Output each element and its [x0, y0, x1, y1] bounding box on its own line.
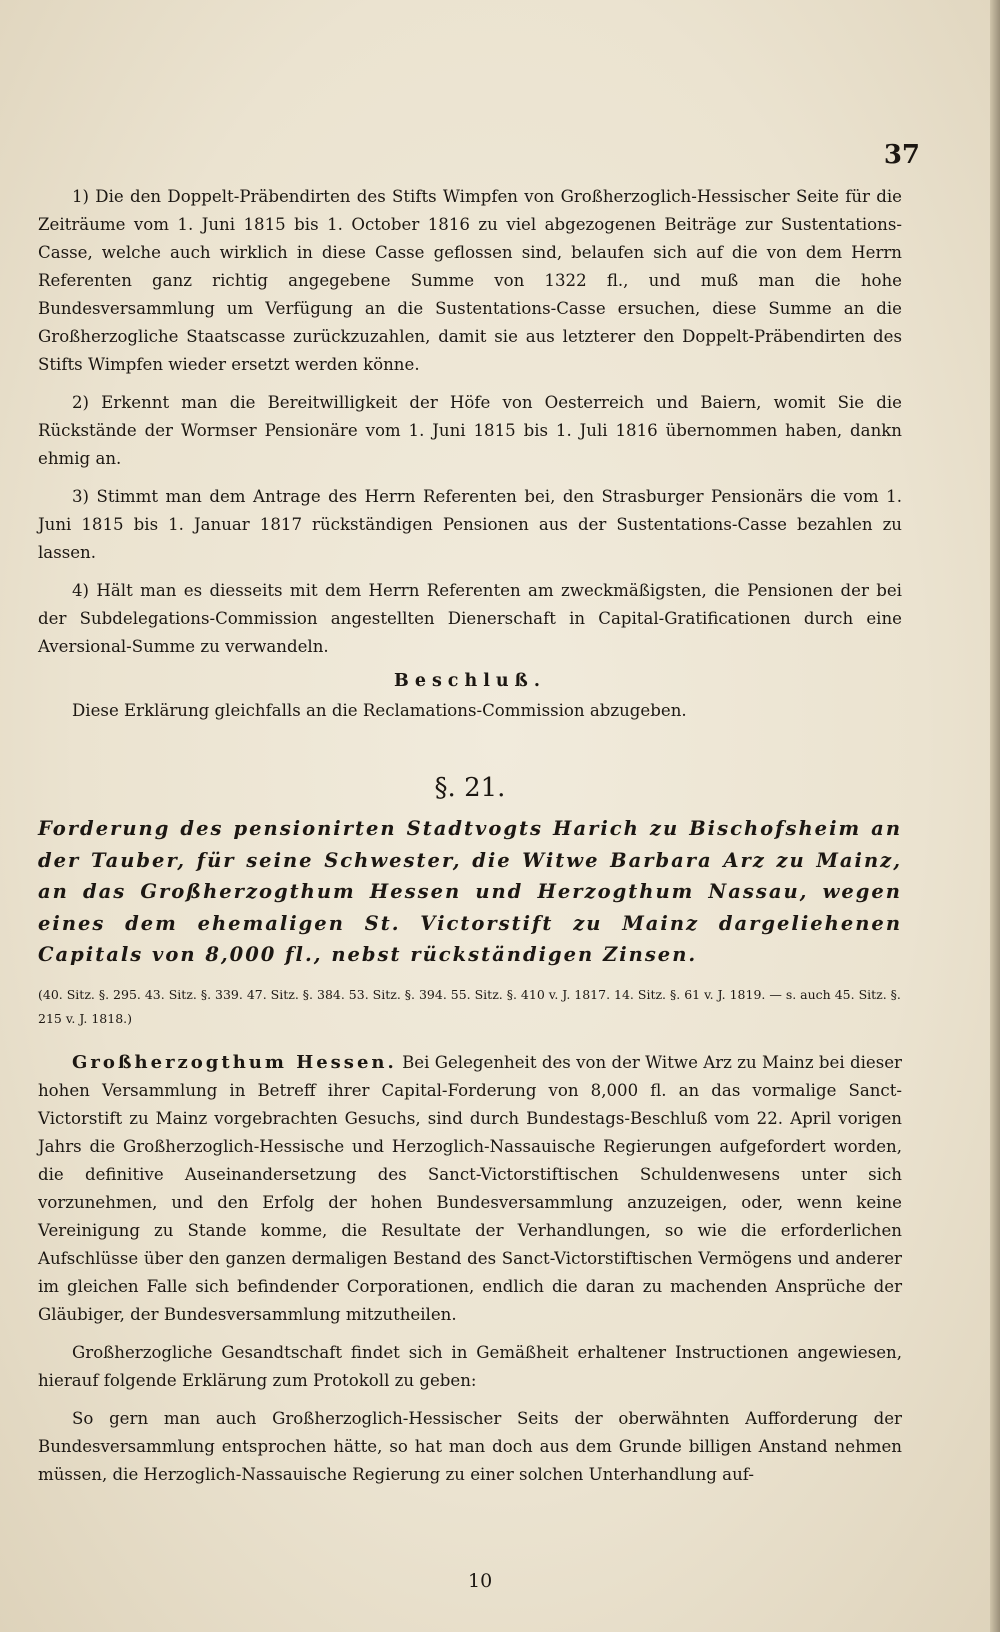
page-number: 37	[883, 140, 920, 170]
page-content	[38, 183, 902, 1499]
paragraph-5: Diese Erklärung gleichfalls an die Reclamations-Commission abzugeben.	[72, 701, 687, 720]
paragraph-8: So gern man auch Großherzoglich-Hessischer Seits der oberwähnten Aufforderung der Bundesversammlung entsprochen hätte, so hat man doch aus dem Grunde billigen Anstand nehmen müssen, die Herzoglich-Nassauische Regierung zu einer solchen Unterhandlung auf-	[38, 1408, 902, 1484]
paragraph-1: 1) Die den Doppelt-Präbendirten des Stifts Wimpfen von Großherzoglich-Hessischer Seite für die Zeiträume vom 1. Juni 1815 bis 1. October 1816 zu viel abgezogenen Beiträge zur Sustentations-Casse, welche auch wirklich in diese Casse geflossen sind, belaufen sich auf die von dem Herrn Referenten ganz richtig angegebene Summe von 1322 fl., und muß man die hohe Bundesversammlung um Verfügung an die Sustentations-Casse ersuchen, diese Summe an die Großherzogliche Staatscasse zurückzuzahlen, damit sie aus letzterer den Doppelt-Präbendirten des Stifts Wimpfen wieder ersetzt werden könne.	[38, 187, 902, 374]
section-references: (40. Sitz. §. 295. 43. Sitz. §. 339. 47. Sitz. §. 384. 53. Sitz. §. 394. 55. Sitz. §. 410 v. J. 1817. 14. Sitz. §. 61 v. J. 1819. — s. auch 45. Sitz. §. 215 v. J. 1818.)	[38, 986, 901, 1026]
section-title: Forderung des pensionirten Stadtvogts Harich zu Bischofsheim an der Tauber, für seine Schwester, die Witwe Barbara Arz zu Mainz, an das Großherzogthum Hessen und Herzogthum Nassau, wegen eines dem ehemaligen St. Victorstift zu Mainz dargeliehenen Capitals von 8,000 fl., nebst rückständigen Zinsen.	[38, 817, 902, 966]
section-number: §. 21.	[434, 773, 506, 803]
printer-signature: 10	[468, 1570, 493, 1592]
page-edge-shadow	[990, 0, 1000, 1632]
paragraph-6-lead: Großherzogthum Hessen.	[72, 1051, 397, 1073]
paragraph-7: Großherzogliche Gesandtschaft findet sich in Gemäßheit erhaltener Instructionen angewiesen, hierauf folgende Erklärung zum Protokoll zu geben:	[38, 1342, 902, 1390]
paragraph-2: 2) Erkennt man die Bereitwilligkeit der Höfe von Oesterreich und Baiern, womit Sie die Rückstände der Wormser Pensionäre vom 1. Juni 1815 bis 1. Juli 1816 übernommen haben, dankn​ehmig an.	[38, 393, 902, 468]
resolution-heading: Beschluß.	[394, 671, 546, 691]
paragraph-3: 3) Stimmt man dem Antrage des Herrn Referenten bei, den Strasburger Pensionärs die vom 1. Juni 1815 bis 1. Januar 1817 rückständigen Pensionen aus der Sustentations-Casse bezahlen zu lassen.	[38, 487, 902, 562]
paragraph-4: 4) Hält man es diesseits mit dem Herrn Referenten am zweckmäßigsten, die Pensionen der bei der Subdelegations-Commission angestellten Dienerschaft in Capital-Gratificationen durch eine Aversional-Summe zu verwandeln.	[38, 581, 902, 656]
paragraph-6	[38, 1049, 902, 1329]
paragraph-6-body: Bei Gelegenheit des von der Witwe Arz zu Mainz bei dieser hohen Versammlung in Betreff ihrer Capital-Forderung von 8,000 fl. an das vormalige Sanct-Victorstift zu Mainz vorgebrachten Gesuchs, sind durch Bundestags-Beschluß vom 22. April vorigen Jahrs die Großherzoglich-Hessische und Herzoglich-Nassauische Regierungen aufgefordert worden, die definitive Auseinandersetzung des Sanct-Victorstiftischen Schuldenwesens unter sich vorzunehmen, und den Erfolg der hohen Bundesversammlung anzuzeigen, oder, wenn keine Vereinigung zu Stande komme, die Resultate der Verhandlungen, so wie die erforderlichen Aufschlüsse über den ganzen dermaligen Bestand des Sanct-Victorstiftischen Vermögens und anderer im gleichen Falle sich befindender Corporationen, endlich die daran zu machenden Ansprüche der Gläubiger, der Bundesversammlung mitzutheilen.	[38, 1052, 902, 1324]
